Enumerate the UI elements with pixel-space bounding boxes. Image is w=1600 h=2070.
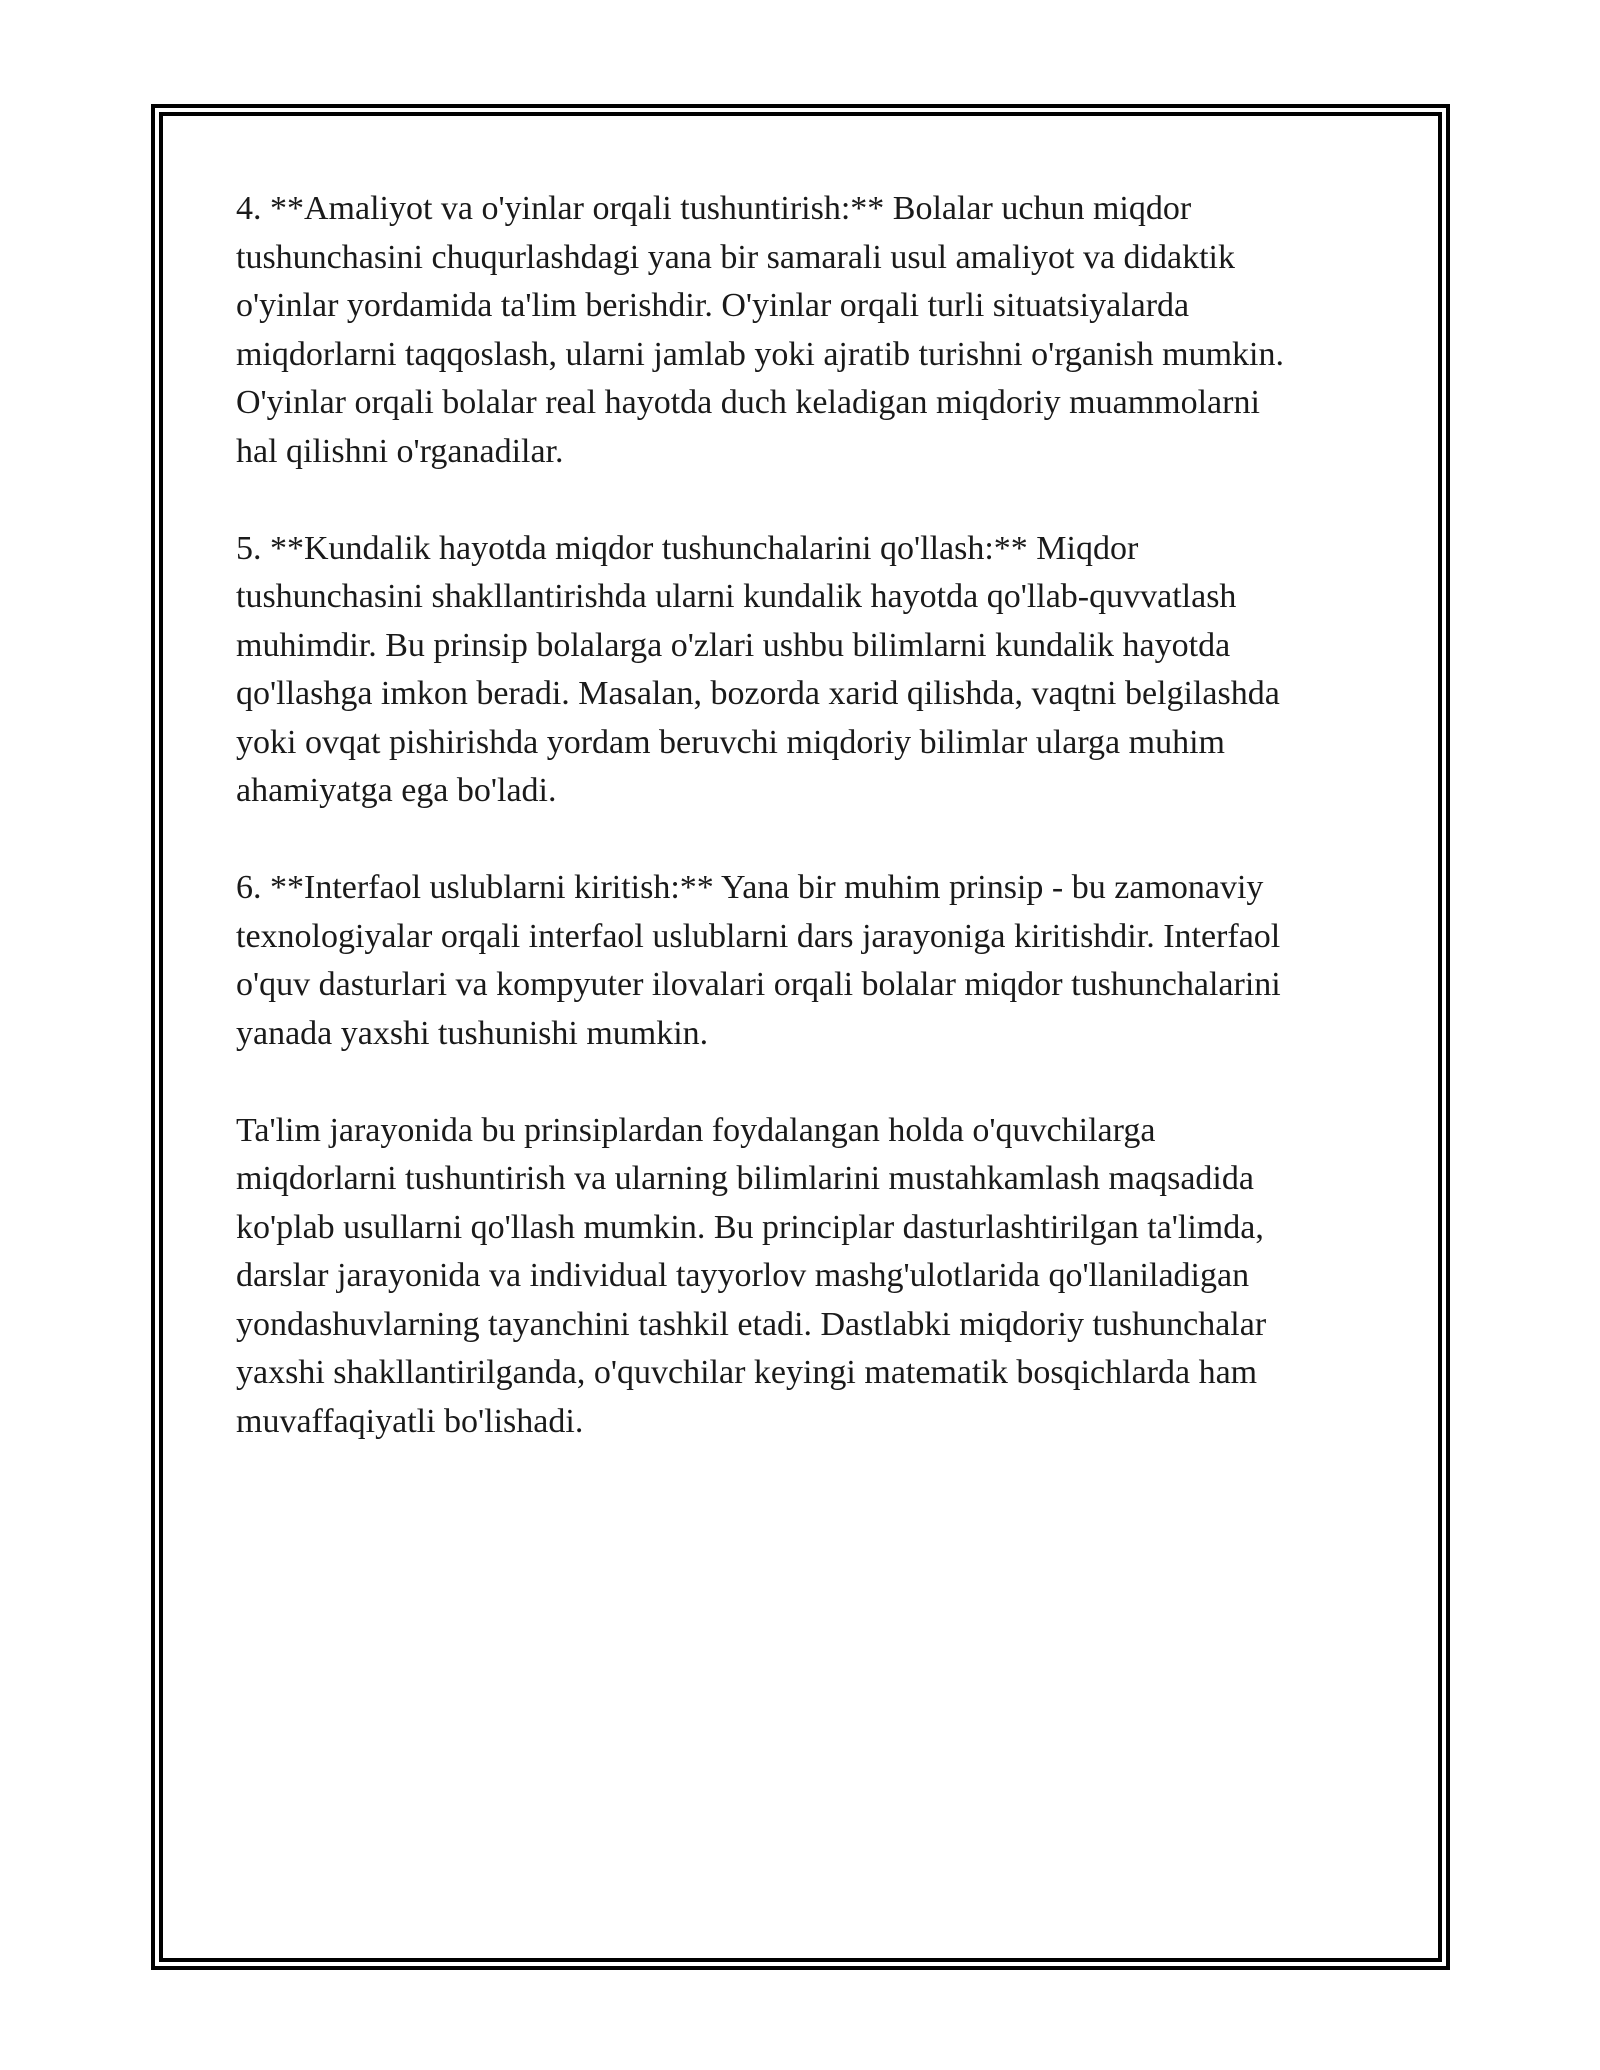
paragraph-conclusion: Ta'lim jarayonida bu prinsiplardan foydalangan holda o'quvchilarga miqdorlarni tushuntirish va ularning bilimlarini mustahkamlash maqsadida ko'plab usullarni qo'llash mumkin. Bu principlar dasturlashtirilgan ta'limda, darslar jarayonida va individual tayyorlov mashg'ulotlarida qo'llaniladigan yondashuvlarning tayanchini tashkil etadi. Dastlabki miqdoriy tushunchalar yaxshi shakllantirilganda, o'quvchilar keyingi matematik bosqichlarda ham muvaffaqiyatli bo'lishadi. <box>236 1111 1267 1440</box>
paragraph-item-4: 4. **Amaliyot va o'yinlar orqali tushuntirish:** Bolalar uchun miqdor tushunchasini chuqurlashdagi yana bir samarali usul amaliyot va didaktik o'yinlar yordamida ta'lim berishdir. O'yinlar orqali turli situatsiyalarda miqdorlarni taqqoslash, ularni jamlab yoki ajratib turishni o'rganish mumkin. O'yinlar orqali bolalar real hayotda duch keladigan miqdoriy muammolarni hal qilishni o'rganadilar. <box>236 190 1285 470</box>
paragraph-item-6: 6. **Interfaol uslublarni kiritish:** Yana bir muhim prinsip - bu zamonaviy texnologiyalar orqali interfaol uslublarni dars jarayoniga kiritishdir. Interfaol o'quv dasturlari va kompyuter ilovalari orqali bolalar miqdor tushunchalarini yanada yaxshi tushunishi mumkin. <box>236 869 1281 1052</box>
paragraph-item-5: 5. **Kundalik hayotda miqdor tushunchalarini qo'llash:** Miqdor tushunchasini shakllantirishda ularni kundalik hayotda qo'llab-quvvatlash muhimdir. Bu prinsip bolalarga o'zlari ushbu bilimlarni kundalik hayotda qo'llashga imkon beradi. Masalan, bozorda xarid qilishda, vaqtni belgilashda yoki ovqat pishirishda yordam beruvchi miqdoriy bilimlar ularga muhim ahamiyatga ega bo'ladi. <box>236 529 1280 809</box>
document-body <box>236 185 1386 1495</box>
